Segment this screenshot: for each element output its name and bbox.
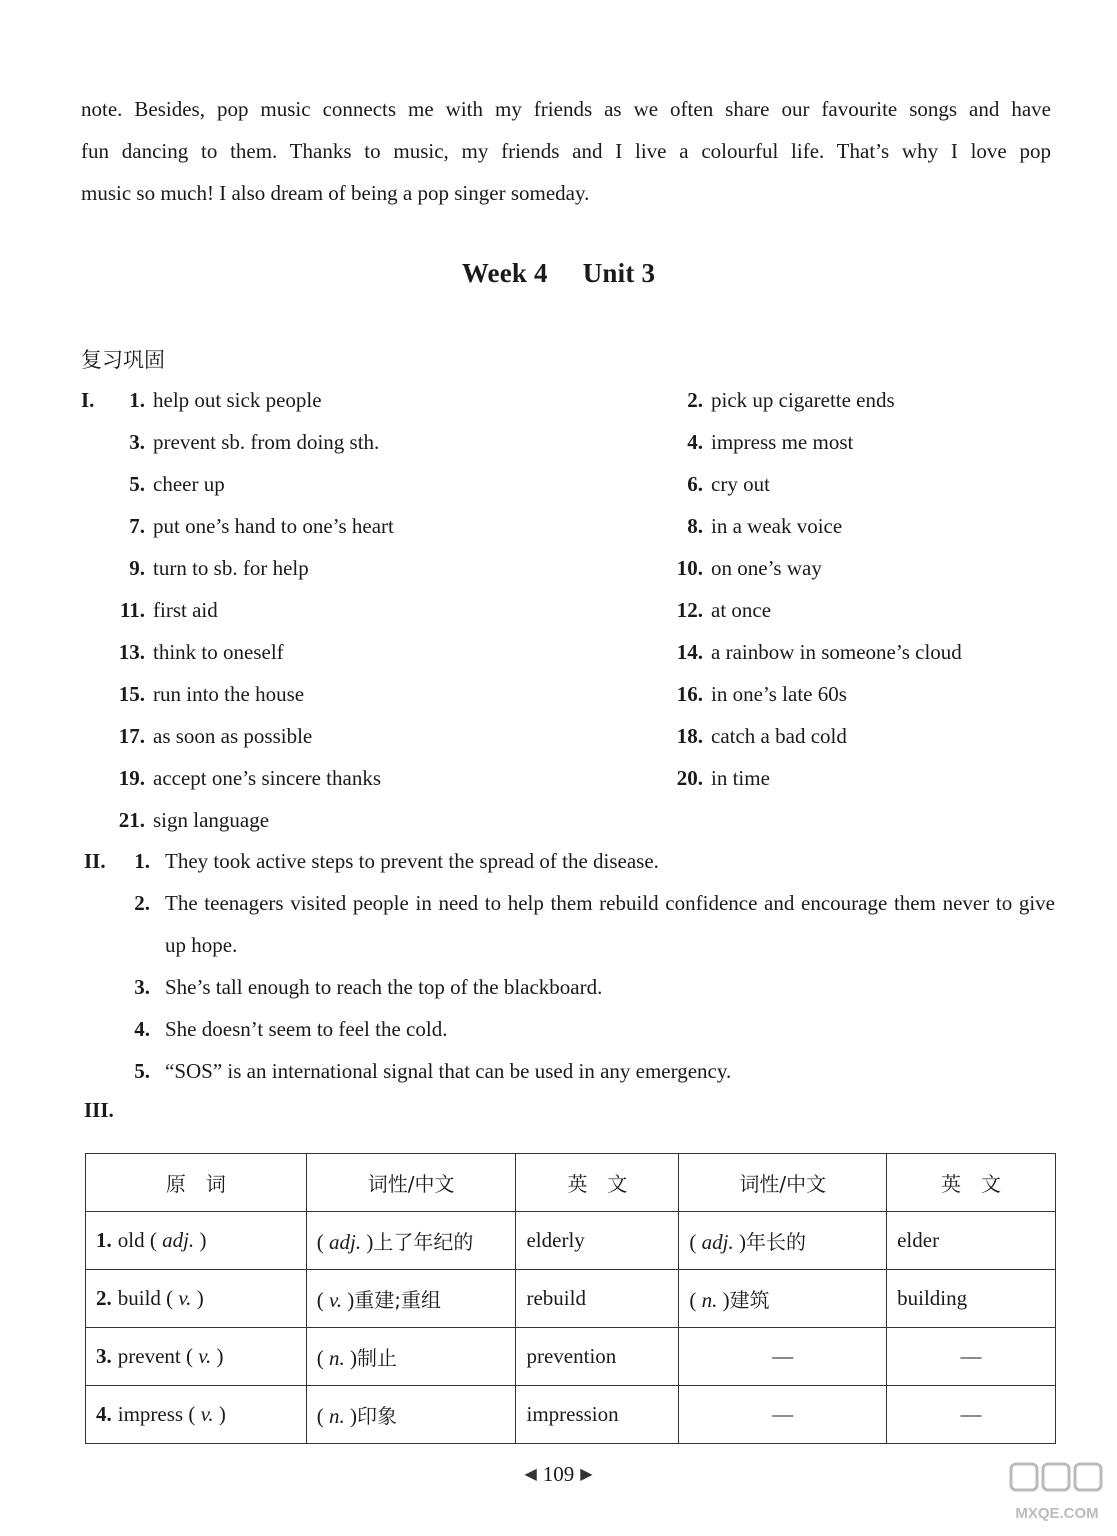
phrase-item (108, 808, 269, 833)
row-word: prevent (117, 1344, 181, 1368)
item-text: pick up cigarette ends (711, 388, 895, 412)
row-pos: v. (200, 1402, 214, 1426)
item-text: in time (711, 766, 770, 790)
pos-cn-cell: ( adj. )上了年纪的 (306, 1212, 516, 1270)
table-row (86, 1270, 1056, 1328)
item-number: 1. (134, 849, 150, 873)
phrase-item (108, 766, 381, 791)
pos-1: adj. (329, 1230, 362, 1254)
item-number: 4. (134, 1017, 150, 1041)
dash-cell-2: — (887, 1386, 1056, 1444)
table-row (86, 1386, 1056, 1444)
row-pos: v. (178, 1286, 192, 1310)
phrase-item (663, 682, 847, 707)
watermark-logo-icon (1007, 1458, 1107, 1528)
phrase-item (108, 640, 284, 665)
phrase-item (663, 514, 842, 539)
item-number: 14. (676, 640, 703, 664)
item-text: She’s tall enough to reach the top of the blackboard. (165, 975, 603, 999)
row-word: old (117, 1228, 145, 1252)
cn-1: 上了年纪的 (373, 1230, 474, 1254)
item-text: help out sick people (153, 388, 322, 412)
word-cell: 3. prevent ( v. ) (86, 1328, 307, 1386)
item-text: a rainbow in someone’s cloud (711, 640, 962, 664)
item-text: catch a bad cold (711, 724, 847, 748)
item-text: put one’s hand to one’s heart (153, 514, 394, 538)
watermark-text: MXQE.COM (1015, 1505, 1099, 1522)
phrase-item (108, 472, 225, 497)
row-number: 4. (96, 1402, 112, 1426)
phrase-item (663, 430, 853, 455)
part1-roman: I. (81, 388, 95, 412)
phrase-item (663, 388, 895, 413)
title-week: Week 4 (461, 258, 548, 288)
cn-2: 建筑 (729, 1288, 770, 1312)
english-cell: impression (516, 1386, 679, 1444)
header-pos-cn-2: 词性/中文 (679, 1154, 887, 1212)
english-cell: rebuild (516, 1270, 679, 1328)
vocabulary-table (85, 1153, 1056, 1444)
page-title (0, 258, 1117, 289)
item-text: accept one’s sincere thanks (153, 766, 381, 790)
item-number: 13. (118, 640, 145, 664)
section-label: 复习巩固 (81, 348, 165, 372)
part2-roman: II. (84, 849, 106, 873)
pos-cn-cell: ( n. )印象 (306, 1386, 516, 1444)
item-text: prevent sb. from doing sth. (153, 430, 380, 454)
item-number: 4. (687, 430, 703, 454)
item-number: 3. (134, 975, 150, 999)
table-row (86, 1328, 1056, 1386)
item-text: sign language (153, 808, 270, 832)
part3-roman: III. (84, 1098, 114, 1122)
header-english-1: 英 文 (516, 1154, 679, 1212)
cn-1: 印象 (357, 1404, 398, 1428)
phrase-item (108, 598, 218, 623)
word-cell: 2. build ( v. ) (86, 1270, 307, 1328)
item-text: cheer up (153, 472, 225, 496)
item-number: 6. (687, 472, 703, 496)
item-text: They took active steps to prevent the spread of the disease. (165, 849, 659, 873)
phrase-item (108, 388, 322, 413)
row-number: 2. (96, 1286, 112, 1310)
dash-cell-2: — (887, 1328, 1056, 1386)
table-header-row (86, 1154, 1056, 1212)
pos-2: n. (701, 1288, 718, 1312)
item-number: 20. (676, 766, 703, 790)
item-number: 16. (676, 682, 703, 706)
dash-cell: — (679, 1386, 887, 1444)
item-number: 19. (118, 766, 145, 790)
item-text: cry out (711, 472, 770, 496)
item-text: on one’s way (711, 556, 822, 580)
dash-cell: — (679, 1328, 887, 1386)
phrase-item (663, 472, 770, 497)
row-pos: adj. (162, 1228, 195, 1252)
pos-cn-cell: ( v. )重建;重组 (306, 1270, 516, 1328)
item-number: 5. (134, 1059, 150, 1083)
item-number: 15. (118, 682, 145, 706)
intro-line-3: music so much! I also dream of being a pop singer someday. (81, 181, 590, 205)
table-row (86, 1212, 1056, 1270)
item-number: 2. (687, 388, 703, 412)
item-number: 9. (129, 556, 145, 580)
item-text: in one’s late 60s (711, 682, 847, 706)
item-text: in a weak voice (711, 514, 843, 538)
phrase-item (663, 640, 962, 665)
header-english-2: 英 文 (887, 1154, 1056, 1212)
item-number: 18. (676, 724, 703, 748)
sentence-item (130, 1050, 1055, 1092)
word-cell: 1. old ( adj. ) (86, 1212, 307, 1270)
title-unit: Unit 3 (582, 258, 656, 288)
row-number: 3. (96, 1344, 112, 1368)
english-cell: elderly (516, 1212, 679, 1270)
english-cell-2: elder (887, 1212, 1056, 1270)
header-pos-cn-1: 词性/中文 (306, 1154, 516, 1212)
item-text: first aid (153, 598, 218, 622)
item-number: 21. (118, 808, 145, 832)
pos-2: adj. (701, 1230, 734, 1254)
sentence-item (130, 1008, 1055, 1050)
intro-line-2: fun dancing to them. Thanks to music, my friends and I live a colourful life. That’s why I love pop (81, 139, 1051, 163)
phrase-item (108, 556, 309, 581)
phrase-item (108, 682, 304, 707)
phrase-item (663, 598, 771, 623)
cn-1: 重建;重组 (354, 1288, 442, 1312)
header-word: 原 词 (86, 1154, 307, 1212)
item-number: 11. (119, 598, 145, 622)
item-text: as soon as possible (153, 724, 313, 748)
chevron-left-icon: ◀ (524, 1466, 537, 1483)
english-cell-2: building (887, 1270, 1056, 1328)
phrase-item (663, 556, 822, 581)
item-number: 17. (118, 724, 145, 748)
row-word: impress (117, 1402, 184, 1426)
sentence-item (130, 840, 1055, 882)
pos-cn-cell-2: ( adj. )年长的 (679, 1212, 887, 1270)
item-text: She doesn’t seem to feel the cold. (165, 1017, 448, 1041)
phrase-item (663, 724, 847, 749)
row-pos: v. (198, 1344, 212, 1368)
phrase-item (108, 724, 312, 749)
intro-paragraph (81, 88, 1051, 214)
chevron-right-icon: ▶ (580, 1466, 593, 1483)
pos-1: n. (329, 1346, 345, 1370)
row-number: 1. (96, 1228, 112, 1252)
pos-cn-cell: ( n. )制止 (306, 1328, 516, 1386)
item-number: 3. (129, 430, 145, 454)
sentence-item (130, 966, 1055, 1008)
phrase-item (663, 766, 770, 791)
item-text: run into the house (153, 682, 305, 706)
item-text: impress me most (711, 430, 854, 454)
phrase-item (108, 430, 379, 455)
item-number: 2. (134, 891, 150, 915)
item-text: think to oneself (153, 640, 284, 664)
item-number: 1. (129, 388, 145, 412)
pos-cn-cell-2: ( n. )建筑 (679, 1270, 887, 1328)
row-word: build (117, 1286, 161, 1310)
cn-2: 年长的 (745, 1230, 806, 1254)
item-text: at once (711, 598, 772, 622)
item-number: 7. (129, 514, 145, 538)
item-number: 8. (687, 514, 703, 538)
intro-line-1: note. Besides, pop music connects me with my friends as we often share our favourite songs and have (81, 97, 1051, 121)
page-number: 109 (542, 1462, 575, 1486)
word-cell: 4. impress ( v. ) (86, 1386, 307, 1444)
pos-1: n. (329, 1404, 345, 1428)
item-number: 10. (676, 556, 703, 580)
sentence-item (130, 882, 1055, 966)
english-cell: prevention (516, 1328, 679, 1386)
item-number: 12. (676, 598, 703, 622)
phrase-item (108, 514, 394, 539)
item-text: turn to sb. for help (153, 556, 309, 580)
item-text: “SOS” is an international signal that can be used in any emergency. (165, 1059, 732, 1083)
item-text: The teenagers visited people in need to help them rebuild confidence and encourage them never to give up hope. (165, 891, 1055, 957)
item-number: 5. (129, 472, 145, 496)
pos-1: v. (329, 1288, 343, 1312)
cn-1: 制止 (357, 1346, 398, 1370)
page-footer (0, 1462, 1117, 1487)
